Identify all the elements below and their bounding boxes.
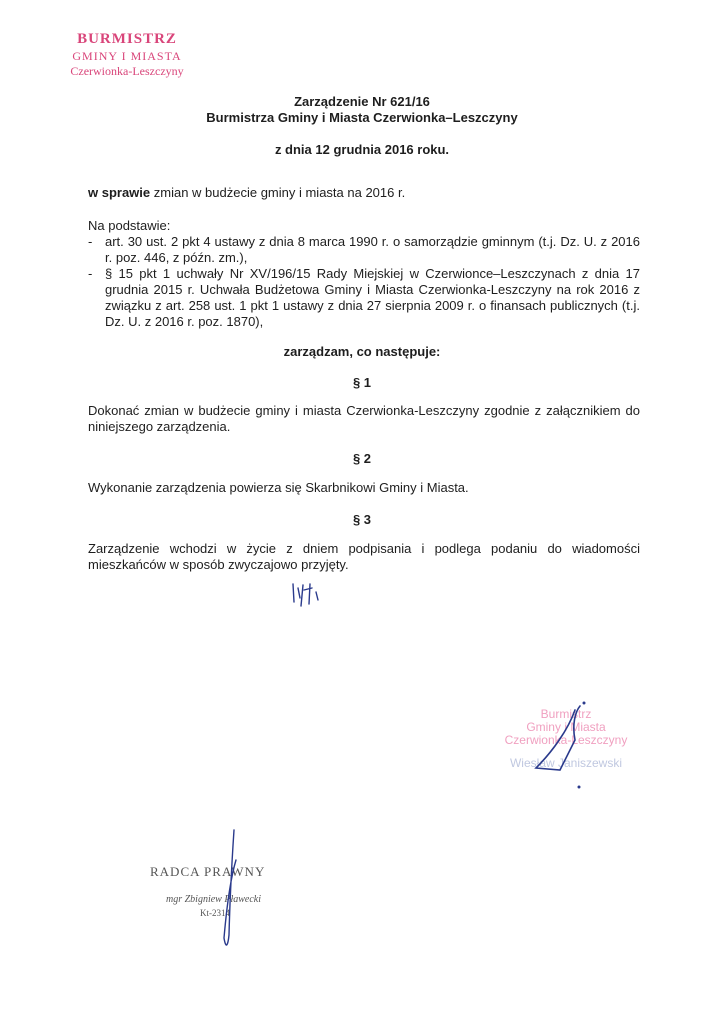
subject-lead: w sprawie [88,185,151,200]
section-1-mark: § 1 [352,375,372,390]
legal-stamp-name: mgr Zbigniew Pławecki [166,894,261,905]
header-stamp-title: BURMISTRZ [77,31,177,47]
document-date: z dnia 12 grudnia 2016 roku. [274,142,450,157]
document-title: Zarządzenie Nr 621/16 [294,94,430,109]
decree-heading: zarządzam, co następuje: [283,344,441,359]
basis-heading: Na podstawie: [88,218,171,233]
basis-item-2: § 15 pkt 1 uchwały Nr XV/196/15 Rady Miejskiej w Czerwionce–Leszczynach z dnia 17 grudnia 2015 r. Uchwała Budżetowa Gminy i Miasta Czerwionka-Leszczyny na rok 2016 z związku z art. 258 ust. 1 pkt 1 ustawy z dnia 27 sierpnia 2009 r. o finansach publicznych (t.j. Dz. U. z 2016 r. poz. 1870), [105,266,640,329]
section-2-text: Wykonanie zarządzenia powierza się Skarbnikowi Gminy i Miasta. [88,480,469,495]
mayor-stamp-office: Gminy i Miasta [526,720,606,734]
legal-stamp-number: Kt-2314 [200,908,230,918]
ink-dot-top [583,702,586,705]
basis-item-1: art. 30 ust. 2 pkt 4 ustawy z dnia 8 marca 1990 r. o samorządzie gminnym (t.j. Dz. U. z 2016 r. poz. 446, z późn. zm.), [105,234,640,265]
basis-dash-1: - [88,234,93,249]
mayor-stamp-name: Wiesław Janiszewski [509,756,623,770]
legal-advisor-signature [224,830,236,945]
section-1-text: Dokonać zmian w budżecie gminy i miasta Czerwionka-Leszczyny zgodnie z załącznikiem do niniejszego zarządzenia. [88,403,640,434]
ink-dot-bottom [578,786,581,789]
section-3-mark: § 3 [352,512,372,527]
mayor-stamp-title: Burmistrz [540,707,592,721]
subject-text: zmian w budżecie gminy i miasta na 2016 r. [150,185,406,200]
section-2-mark: § 2 [352,451,372,466]
legal-stamp-title: RADCA PRAWNY [150,864,266,879]
header-stamp-subtitle: GMINY I MIASTA [72,49,182,63]
mayor-stamp-town: Czerwionka-Leszczyny [504,733,628,747]
mayor-signature [536,706,580,770]
initials-signature [293,584,318,606]
section-3-text: Zarządzenie wchodzi w życie z dniem podpisania i podlega podaniu do wiadomości mieszkańców w sposób zwyczajowo przyjęty. [88,541,640,572]
basis-dash-2: - [88,266,93,281]
header-stamp-town: Czerwionka-Leszczyny [70,64,184,78]
document-issuer: Burmistrza Gminy i Miasta Czerwionka–Leszczyny [206,110,518,125]
